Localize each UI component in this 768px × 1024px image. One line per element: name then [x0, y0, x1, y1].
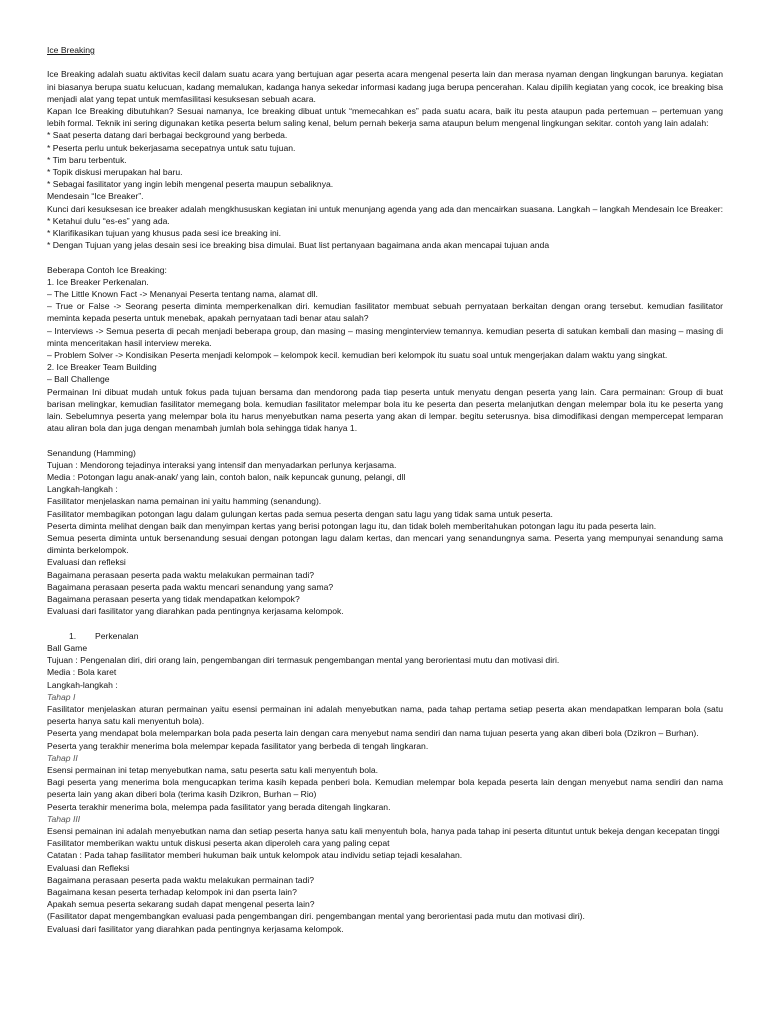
paragraph: Evaluasi dari fasilitator yang diarahkan pada pentingnya kerjasama kelompok.	[47, 923, 344, 934]
paragraph: Evaluasi dari fasilitator yang diarahkan pada pentingnya kerjasama kelompok.	[47, 606, 344, 617]
paragraph: Fasilitator memberikan waktu untuk diskusi peserta akan diperoleh cara yang paling cepat	[47, 838, 390, 849]
list-item: 2. Ice Breaker Team Building	[47, 362, 157, 373]
list-item: * Tim baru terbentuk.	[47, 154, 127, 165]
paragraph: Peserta diminta melihat dengan baik dan menyimpan kertas yang berisi potongan lagu itu, dan tidak boleh memberitahukan potongan lagu itu pada peserta lain.	[47, 520, 657, 531]
document-body	[47, 44, 723, 935]
senandung-section	[47, 447, 723, 618]
paragraph: Bagaimana perasaan peserta pada waktu melakukan permainan tadi?	[47, 569, 315, 580]
list-item: * Dengan Tujuan yang jelas desain sesi ice breaking bisa dimulai. Buat list pertanyaan bagaimana anda akan mencapai tujuan anda	[47, 240, 550, 251]
paragraph: Peserta yang terakhir menerima bola melempar kepada fasilitator yang berbeda di tengah lingkaran.	[47, 740, 429, 751]
list-item: – Ball Challenge	[47, 374, 110, 385]
paragraph: Kunci dari kesuksesan ice breaker adalah mengkhususkan kegiatan ini untuk menunjang agenda yang ada dan mencairkan suasana. Langkah – langkah Mendesain Ice Breaker:	[47, 203, 724, 214]
section-heading: Ball Game	[47, 642, 88, 653]
list-item: – Interviews -> Semua peserta di pecah menjadi beberapa group, dan masing – masing menginterview temannya. kemudian peserta di satukan kembali dan masing – masing di minta menceritakan hasil interview mereka.	[47, 325, 723, 348]
list-item: * Ketahui dulu “es-es” yang ada.	[47, 215, 170, 226]
paragraph: Langkah-langkah :	[47, 484, 118, 495]
numbered-heading	[47, 630, 723, 642]
paragraph: Evaluasi dan refleksi	[47, 557, 126, 568]
list-item: * Sebagai fasilitator yang ingin lebih mengenal peserta maupun sebaliknya.	[47, 179, 334, 190]
paragraph: Fasilitator menjelaskan aturan permainan yaitu esensi permainan ini adalah menyebutkan nama, pada tahap pertama setiap peserta akan mendapatkan lemparan bola (satu peserta hanya satu kali menyentuh bola).	[47, 703, 723, 727]
paragraph: Kapan Ice Breaking dibutuhkan? Sesuai namanya, Ice breaking dibuat untuk “memecahkan es” pada suatu acara, baik itu pesta ataupun pada pertemuan – pertemuan yang lebih formal. Teknik ini sering digunakan ketika peserta belum saling kenal, belum pernah bekerja sama ataupun belum mengenal lingkungan sekitar. contoh yang lain adalah:	[47, 106, 723, 129]
paragraph: Semua peserta diminta untuk bersenandung sesuai dengan potongan lagu dalam kertas, dan mencari yang senandungnya sama. Peserta yang mempunyai senandung sama diminta berkelompok.	[47, 533, 723, 556]
tahap-label: Tahap III	[47, 813, 81, 824]
contoh-section	[47, 264, 723, 435]
tahap-label: Tahap II	[47, 752, 78, 763]
paragraph: Apakah semua peserta sekarang sudah dapat mengenal peserta lain?	[47, 899, 315, 910]
paragraph: Tujuan : Mendorong tejadinya interaksi yang intensif dan menyadarkan perlunya kerjasama.	[47, 459, 397, 470]
paragraph: Bagaimana perasaan peserta pada waktu melakukan permainan tadi?	[47, 874, 315, 885]
paragraph: Bagaimana kesan peserta terhadap kelompok ini dan pserta lain?	[47, 886, 297, 897]
paragraph: Peserta terakhir menerima bola, melempa pada fasilitator yang berada ditengah lingkaran.	[47, 801, 391, 812]
list-item: 1. Ice Breaker Perkenalan.	[47, 276, 149, 287]
tahap-label: Tahap I	[47, 691, 76, 702]
intro-section	[47, 68, 723, 251]
paragraph: Esensi permainan ini tetap menyebutkan nama, satu peserta satu kali menyentuh bola.	[47, 764, 379, 775]
paragraph: Media : Bola karet	[47, 667, 117, 678]
paragraph: Catatan : Pada tahap fasilitator memberi hukuman baik untuk kelompok atau individu setiap tejadi kesalahan.	[47, 850, 463, 861]
list-item: * Topik diskusi merupakan hal baru.	[47, 167, 183, 178]
paragraph: Fasilitator membagikan potongan lagu dalam gulungan kertas pada semua peserta dengan satu lagu yang tidak sama untuk peserta.	[47, 508, 553, 519]
list-item: – True or False -> Seorang peserta diminta memperkenalkan diri. kemudian fasilitator membuat sebuah pernyataan berkaitan dengan orang tersebut. kemudian fasilitator meminta kepada peserta untuk menebak, apakah pernyataan tadi benar atau salah?	[47, 301, 723, 324]
document-title: Ice Breaking	[47, 45, 95, 55]
list-item: – The Little Known Fact -> Menanyai Peserta tentang nama, alamat dll.	[47, 289, 318, 300]
paragraph: Tujuan : Pengenalan diri, diri orang lain, pengembangan diri termasuk pengembangan mental yang berorientasi mutu dan motivasi diri.	[47, 655, 560, 666]
perkenalan-section	[47, 630, 723, 935]
list-number: 1.	[69, 630, 77, 641]
section-heading: Senandung (Hamming)	[47, 447, 136, 458]
paragraph: Evaluasi dan Refleksi	[47, 862, 130, 873]
paragraph: Esensi pemainan ini adalah menyebutkan nama dan setiap peserta hanya satu kali menyentuh bola, hanya pada tahap ini peserta dituntut untuk bekeja dengan kecepatan tinggi	[47, 825, 720, 836]
paragraph: Media : Potongan lagu anak-anak/ yang lain, contoh balon, naik kepuncak gunung, pelangi, dll	[47, 472, 406, 483]
paragraph: Bagi peserta yang menerima bola mengucapkan terima kasih kepada penberi bola. Kemudian melempar bola kepada peserta lain dengan menyebut nama sendiri dan nama peserta lain yang akan diberi bola (terima kasih Dzikron, Burhan – Rio)	[47, 777, 723, 800]
paragraph: (Fasilitator dapat mengembangkan evaluasi pada pengembangan diri. pengembangan mental yang berorientasi pada mutu dan motivasi diri).	[47, 911, 585, 922]
paragraph: Mendesain “Ice Breaker”.	[47, 191, 144, 202]
paragraph: Peserta yang mendapat bola melemparkan bola pada peserta lain dengan cara menyebut nama sendiri dan nama tujuan peserta yang akan diberi bola (Dzikron – Burhan).	[47, 728, 699, 739]
paragraph: Fasilitator menjelaskan nama pemainan ini yaitu hamming (senandung).	[47, 496, 322, 507]
paragraph: Bagaimana perasaan peserta pada waktu mencari senandung yang sama?	[47, 581, 334, 592]
list-item: * Saat peserta datang dari berbagai beckground yang berbeda.	[47, 130, 288, 141]
paragraph: Ice Breaking adalah suatu aktivitas kecil dalam suatu acara yang bertujuan agar peserta acara mengenal peserta lain dan merasa nyaman dengan lingkungan barunya. kegiatan ini biasanya berupa suatu kelucuan, kadang memalukan, kadanga hanya sekedar informasi kadang juga berupa pencerahan. Kalau dipilih kegiatan yang cocok, ice breaking bisa menjadi alat yang tepat untuk memfasilitasi kesuksesan sebuah acara.	[47, 69, 723, 104]
paragraph: Permainan Ini dibuat mudah untuk fokus pada tujuan bersama dan mendorong pada tiap peserta untuk menyatu dengan peserta yang lain. Cara permainan: Group di buat barisan melingkar, kemudian fasilitator memegang bola. kemudian fasilitator melempar bola itu ke peserta dan peserta melanjutkan dengan melempar bola itu ke peserta yang lain. Sebelumnya peserta yang melempar bola itu harus menyebutkan nama peserta yang akan di lempar. begitu seterusnya. bisa dimodifikasi dengan mempercepat lemparan atau aliran bola dan juga dengan menambah jumlah bola sehingga tidak hanya 1.	[47, 386, 723, 434]
heading-label: Perkenalan	[95, 630, 139, 641]
section-heading: Beberapa Contoh Ice Breaking:	[47, 264, 167, 275]
list-item: * Klarifikasikan tujuan yang khusus pada sesi ice breaking ini.	[47, 228, 282, 239]
list-item: * Peserta perlu untuk bekerjasama secepatnya untuk satu tujuan.	[47, 142, 296, 153]
paragraph: Bagaimana perasaan peserta yang tidak mendapatkan kelompok?	[47, 594, 300, 605]
paragraph: Langkah-langkah :	[47, 679, 118, 690]
list-item: – Problem Solver -> Kondisikan Peserta menjadi kelompok – kelompok kecil. kemudian beri kelompok itu suatu soal untuk mengerjakan dalam waktu yang singkat.	[47, 350, 668, 361]
